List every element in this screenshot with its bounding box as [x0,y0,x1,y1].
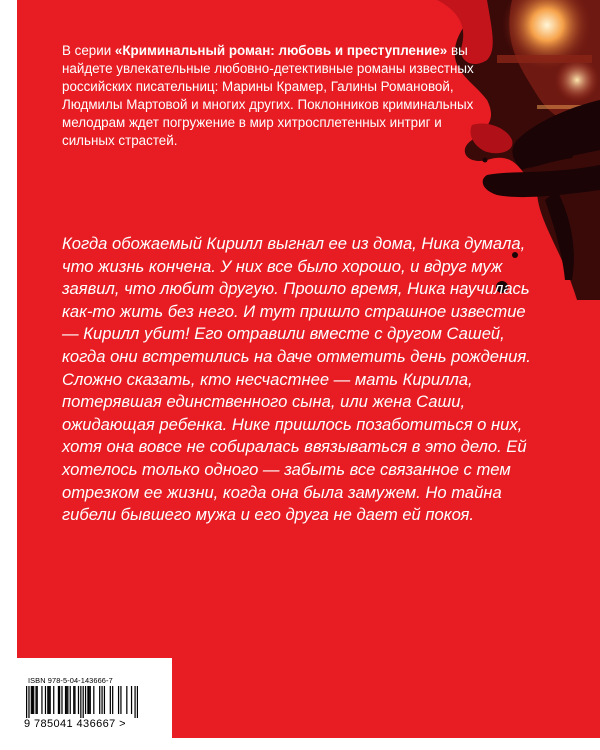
barcode-image [26,686,138,718]
barcode-bar [118,686,119,714]
series-intro [62,42,492,150]
barcode-bar [112,686,113,714]
barcode-bar [83,686,84,718]
barcode-bar [88,686,89,714]
barcode-bar [70,686,71,714]
barcode-bar [134,686,135,718]
barcode-bar [80,686,81,718]
barcode-bar [48,686,49,714]
barcode-bar [65,686,66,714]
barcode-bar [33,686,34,714]
barcode-bar [67,686,68,714]
isbn-label: ISBN 978-5-04-143666-7 [28,676,113,685]
barcode-bar [41,686,42,714]
left-margin [0,0,17,750]
barcode-bar [101,686,102,714]
barcode-bar [31,686,32,714]
barcode-bar [37,686,38,714]
barcode-bar [28,686,29,718]
barcode-bar [26,686,27,718]
barcode-bar [126,686,127,714]
barcode-bar [53,686,54,714]
barcode-bar [137,686,138,718]
bottom-margin [0,738,600,750]
barcode-bar [50,686,51,714]
story-synopsis: Когда обожаемый Кирилл выгнал ее из дома, Ника думала, что жизнь кончена. У них все было хорошо, и вдруг муж заявил, что любит другую. Прошло время, Ника научилась как-то жить без него. И тут пришло страшное известие — Кирилл убит! Его отравили вместе с другом Сашей, когда они встретились на даче отметить день рождения. Сложно сказать, кто несчастнее — мать Кирилла, потерявшая единственного сына, или жена Саши, ожидающая ребенка. Нике пришлось позаботиться о них, хотя она вовсе не собиралась ввязываться в это дело. Ей хотелось только одного — забыть все связанное с тем отрезком ее жизни, когда она была замужем. Но тайна гибели бывшего мужа и его друга не дает ей покоя. [62,234,531,525]
barcode-bar [74,686,75,714]
barcode-bar [90,686,91,714]
barcode-bar [66,686,67,714]
barcode-bar [78,686,79,714]
barcode-bar [120,686,121,714]
barcode-bar [61,686,62,714]
intro-body: вы найдете увлекательные любовно-детективные романы известных российских писательниц: Марины Крамер, Галины Романовой, Людмилы Мартовой и многих других. Поклонников криминальных мелодрам ждет погружение в мир хитросплетенных интриг и сильных страстей. [62,43,474,148]
barcode-bar [85,686,86,714]
barcode-bar [104,686,105,714]
back-cover [17,0,600,750]
barcode-bar [58,686,59,714]
series-title: «Криминальный роман: любовь и преступление» [114,43,448,58]
barcode-bar [87,686,88,714]
barcode-bar [47,686,48,714]
barcode-bar [35,686,36,714]
barcode-bar [93,686,94,714]
intro-prefix: В серии [62,43,115,58]
barcode-bar [99,686,100,714]
barcode-bar [110,686,111,714]
barcode-bar [59,686,60,714]
barcode-bar [73,686,74,714]
barcode-bar [131,686,132,714]
barcode-bar [32,686,33,714]
barcode-digits: 9 785041 436667 > [24,718,126,730]
barcode-bar [45,686,46,714]
